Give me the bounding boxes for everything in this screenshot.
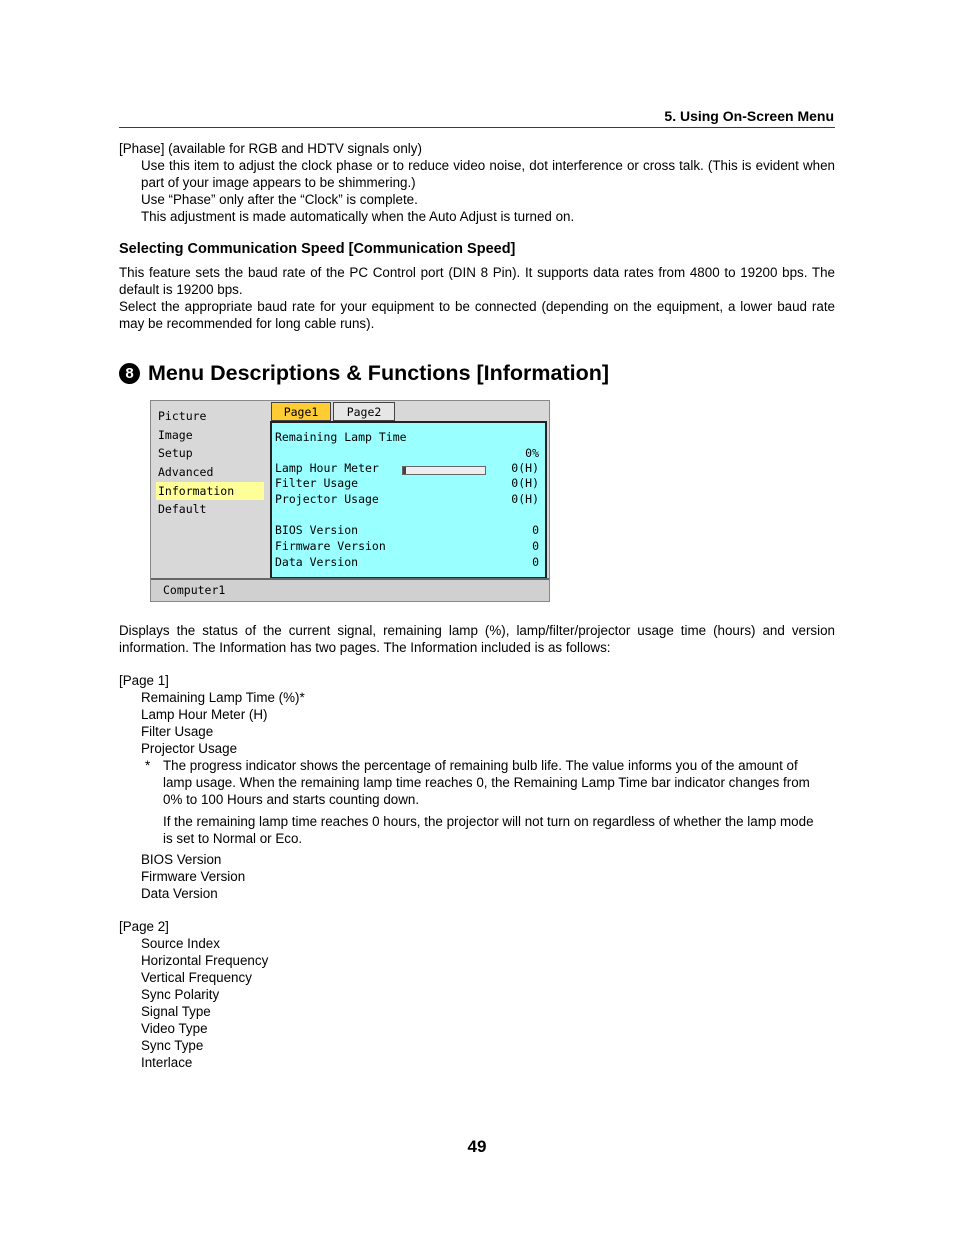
phase-section (119, 140, 835, 225)
osd-row-lamp-time (275, 429, 539, 445)
page1-section (119, 672, 835, 902)
osd-filter-label: Filter Usage (275, 476, 359, 490)
osd-menu-item-picture[interactable]: Picture (158, 409, 207, 423)
note-asterisk: * (145, 758, 151, 773)
page1-item: Lamp Hour Meter (H) (141, 707, 268, 722)
osd-filter-value: 0(H) (511, 476, 539, 490)
page2-item: Signal Type (141, 1004, 211, 1019)
osd-menu-item-image[interactable]: Image (158, 428, 193, 442)
page2-title: [Page 2] (119, 919, 169, 934)
header-rule (119, 127, 835, 128)
osd-row-bios (275, 522, 539, 538)
page1-item: BIOS Version (141, 852, 222, 867)
osd-row-firmware (275, 538, 539, 554)
osd-menu-item-setup[interactable]: Setup (158, 446, 193, 460)
page2-section (119, 918, 835, 1071)
phase-line-1: Use this item to adjust the clock phase or to reduce video noise, dot interference or cross talk. (This is evident when part of your image appears to be shimmering.) (141, 158, 835, 190)
osd-menu (150, 400, 550, 602)
page2-item: Sync Type (141, 1038, 204, 1053)
osd-tab-page2[interactable]: Page2 (333, 402, 395, 421)
osd-menu-item-advanced[interactable]: Advanced (158, 465, 214, 479)
osd-data-version-label: Data Version (275, 555, 359, 569)
osd-row-lamp-percent (275, 445, 539, 461)
osd-menu-item-information[interactable]: Information (156, 482, 264, 500)
osd-row-filter (275, 475, 539, 491)
osd-lamp-hour-label: Lamp Hour Meter (275, 461, 379, 475)
osd-firmware-value: 0 (532, 539, 539, 553)
lamp-note-1 (119, 757, 825, 808)
comm-section (119, 264, 835, 332)
phase-line-3: This adjustment is made automatically when the Auto Adjust is turned on. (141, 209, 575, 224)
osd-projector-value: 0(H) (511, 492, 539, 506)
page1-item: Projector Usage (141, 741, 238, 756)
comm-para-1: This feature sets the baud rate of the PC Control port (DIN 8 Pin). It supports data rates from 4800 to 19200 bps. The default is 19200 bps. (119, 265, 835, 297)
osd-menu-list (153, 403, 267, 577)
osd-firmware-label: Firmware Version (275, 539, 386, 553)
osd-bios-label: BIOS Version (275, 523, 359, 537)
section-number-badge: 8 (119, 363, 140, 384)
osd-status-bar: Computer1 (151, 578, 549, 601)
section-title: Menu Descriptions & Functions [Information] (148, 361, 610, 385)
lamp-note-2: If the remaining lamp time reaches 0 hours, the projector will not turn on regardless of whether the lamp mode is set to Normal or Eco. (163, 814, 814, 846)
page1-item: Remaining Lamp Time (%)* (141, 690, 305, 705)
page2-item: Interlace (141, 1055, 193, 1070)
page2-item: Source Index (141, 936, 220, 951)
page2-item: Video Type (141, 1021, 208, 1036)
osd-lamp-hour-value: 0(H) (511, 461, 539, 475)
osd-row-lamp-hour (275, 460, 539, 476)
osd-menu-item-default[interactable]: Default (158, 502, 207, 516)
osd-projector-label: Projector Usage (275, 492, 379, 506)
description: Displays the status of the current signal, remaining lamp (%), lamp/filter/projector usage time (hours) and version information. The Information has two pages. The Information included is as follows: (119, 623, 835, 655)
osd-lamp-time-value: 0% (525, 446, 539, 460)
page1-title: [Page 1] (119, 673, 169, 688)
page2-item: Vertical Frequency (141, 970, 252, 985)
osd-lamp-time-label: Remaining Lamp Time (275, 430, 407, 444)
page1-item: Filter Usage (141, 724, 214, 739)
osd-row-data-version (275, 554, 539, 570)
phase-line-2: Use “Phase” only after the “Clock” is complete. (141, 192, 418, 207)
page-number: 49 (467, 1137, 487, 1156)
lamp-note-1-text: The progress indicator shows the percentage of remaining bulb life. The value informs you of the amount of lamp usage. When the remaining lamp time reaches 0, the Remaining Lamp Time bar indicator changes from 0% to 100 Hours and starts counting down. (163, 758, 810, 807)
comm-para-2: Select the appropriate baud rate for your equipment to be connected (depending on the equipment, a lower baud rate may be recommended for long cable runs). (119, 299, 835, 331)
osd-row-projector (275, 491, 539, 507)
page2-item: Horizontal Frequency (141, 953, 269, 968)
page2-item: Sync Polarity (141, 987, 220, 1002)
osd-info-panel (270, 421, 547, 579)
section-heading (119, 360, 835, 386)
running-header: 5. Using On-Screen Menu (664, 108, 834, 124)
osd-tab-page1[interactable]: Page1 (271, 402, 331, 421)
phase-title: [Phase] (available for RGB and HDTV signals only) (119, 141, 422, 156)
page1-item: Firmware Version (141, 869, 246, 884)
osd-bios-value: 0 (532, 523, 539, 537)
osd-data-version-value: 0 (532, 555, 539, 569)
page1-item: Data Version (141, 886, 218, 901)
comm-heading: Selecting Communication Speed [Communication Speed] (119, 241, 516, 257)
